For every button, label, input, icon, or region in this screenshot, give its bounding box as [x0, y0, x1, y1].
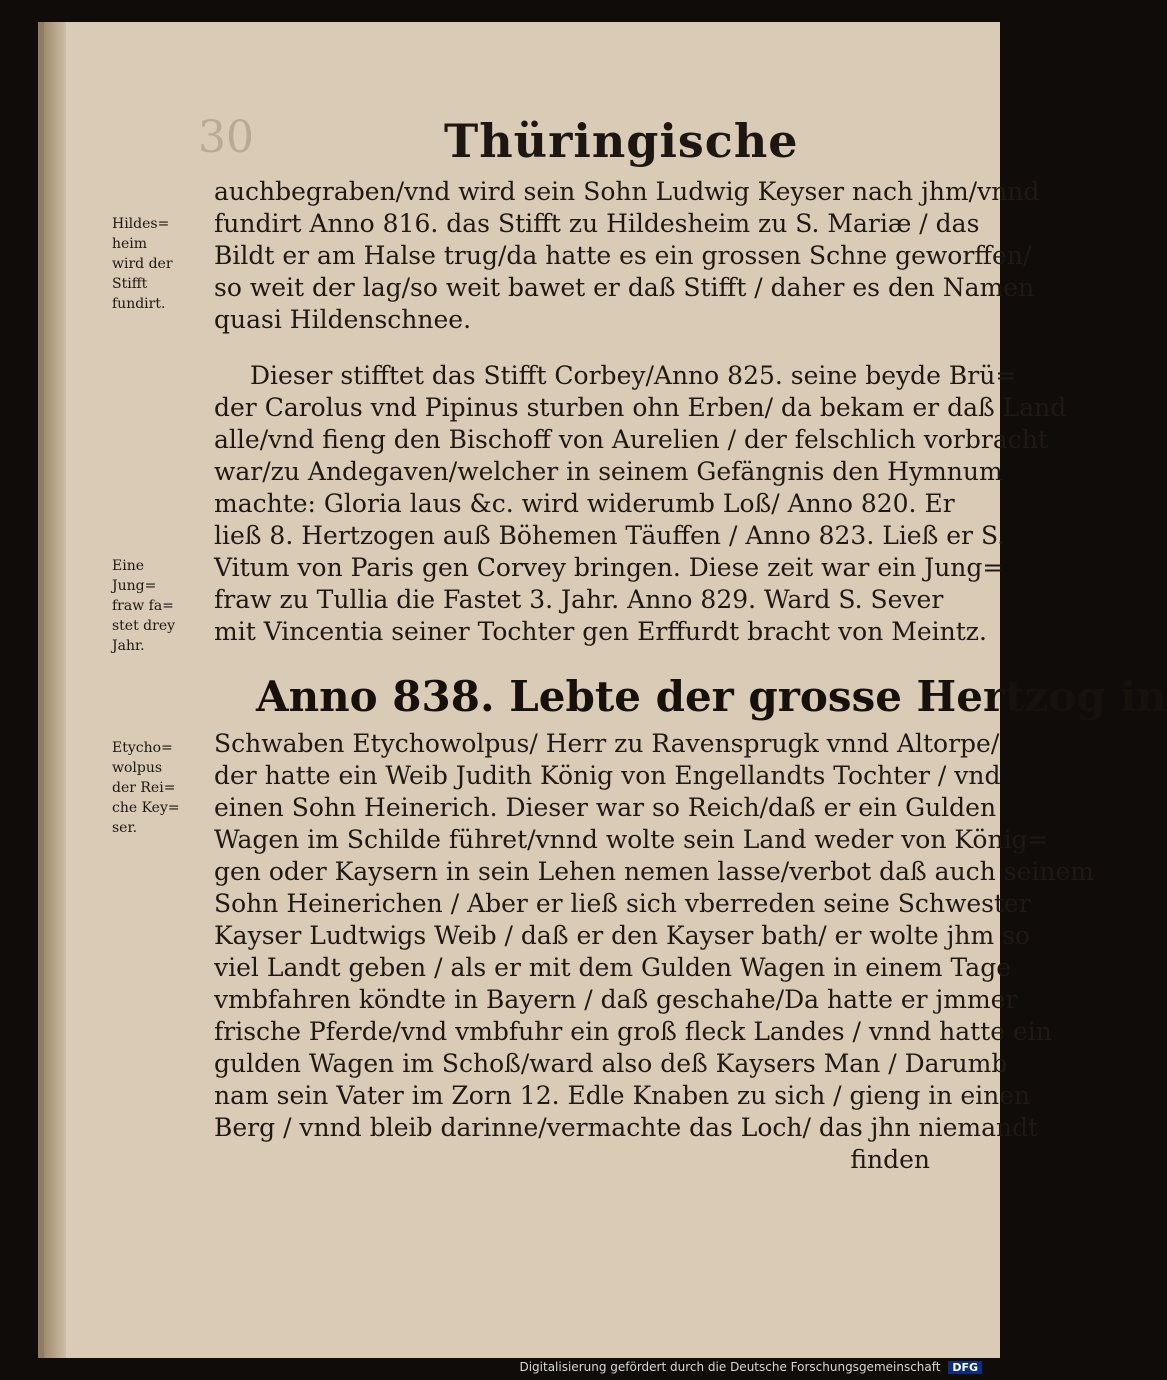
- page-number: 30: [198, 112, 254, 163]
- body-line-6: Dieser stifftet das Stifft Corbey/Anno 825. seine beyde Brü=: [250, 361, 1017, 390]
- body-line-23: viel Landt geben / als er mit dem Gulden Wagen in einem Tage: [214, 953, 1011, 982]
- margin-note-line: fundirt.: [112, 296, 166, 312]
- body-line-20: gen oder Kaysern in sein Lehen nemen lasse/verbot daß auch seinem: [214, 857, 1094, 886]
- body-line-18: einen Sohn Heinerich. Dieser war so Reich/daß er ein Gulden: [214, 793, 997, 822]
- body-line-1: auchbegraben/vnd wird sein Sohn Ludwig Keyser nach jhm/vnnd: [214, 177, 1040, 206]
- body-line-27: nam sein Vater im Zorn 12. Edle Knaben zu sich / gieng in einen: [214, 1081, 1031, 1110]
- margin-note-line: Eine: [112, 558, 144, 574]
- section-heading: Anno 838. Lebte der grosse Hertzog in: [256, 672, 1167, 721]
- margin-note-etychowolpus: [112, 738, 208, 838]
- margin-note-line: wird der: [112, 256, 173, 272]
- body-line-9: war/zu Andegaven/welcher in seinem Gefängnis den Hymnum: [214, 457, 1003, 486]
- body-line-25: frische Pferde/vnd vmbfuhr ein groß fleck Landes / vnnd hatte ein: [214, 1017, 1052, 1046]
- body-line-5: quasi Hildenschnee.: [214, 305, 472, 334]
- margin-note-line: fraw fa=: [112, 598, 174, 614]
- margin-note-line: Jahr.: [112, 638, 145, 654]
- body-line-22: Kayser Ludtwigs Weib / daß er den Kayser bath/ er wolte jhm so: [214, 921, 1030, 950]
- margin-note-line: stet drey: [112, 618, 176, 634]
- dfg-logo: DFG: [948, 1361, 982, 1374]
- margin-note-jungfraw: [112, 556, 208, 656]
- funding-credit: [519, 1360, 982, 1374]
- body-line-7: der Carolus vnd Pipinus sturben ohn Erben/ da bekam er daß Land: [214, 393, 1067, 422]
- margin-note-line: Jung=: [112, 578, 157, 594]
- margin-note-line: Stifft: [112, 276, 148, 292]
- body-line-3: Bildt er am Halse trug/da hatte es ein grossen Schne geworffen/: [214, 241, 1032, 270]
- credit-text: Digitalisierung gefördert durch die Deutsche Forschungsgemeinschaft: [519, 1360, 941, 1374]
- body-line-24: vmbfahren köndte in Bayern / daß geschahe/Da hatte er jmmer: [214, 985, 1018, 1014]
- margin-note-hildesheim: [112, 214, 208, 314]
- body-line-11: ließ 8. Hertzogen auß Böhemen Täuffen / Anno 823. Ließ er S.: [214, 521, 1006, 550]
- margin-note-line: der Rei=: [112, 780, 176, 796]
- body-line-13: fraw zu Tullia die Fastet 3. Jahr. Anno 829. Ward S. Sever: [214, 585, 944, 614]
- body-line-19: Wagen im Schilde führet/vnnd wolte sein Land weder von König=: [214, 825, 1049, 854]
- page-edge: [44, 22, 66, 1358]
- body-line-8: alle/vnd fieng den Bischoff von Aurelien / der felschlich vorbracht: [214, 425, 1048, 454]
- catchword: finden: [850, 1145, 930, 1174]
- body-line-2: fundirt Anno 816. das Stifft zu Hildesheim zu S. Mariæ / das: [214, 209, 980, 238]
- body-line-26: gulden Wagen im Schoß/ward also deß Kaysers Man / Darumb: [214, 1049, 1008, 1078]
- body-line-10: machte: Gloria laus &c. wird widerumb Loß/ Anno 820. Er: [214, 489, 955, 518]
- margin-note-line: che Key=: [112, 800, 180, 816]
- margin-note-line: Hildes=: [112, 216, 170, 232]
- margin-note-line: heim: [112, 236, 148, 252]
- body-line-12: Vitum von Paris gen Corvey bringen. Diese zeit war ein Jung=: [214, 553, 1004, 582]
- body-line-16: Schwaben Etychowolpus/ Herr zu Ravensprugk vnnd Altorpe/: [214, 729, 1000, 758]
- body-line-21: Sohn Heinerichen / Aber er ließ sich vberreden seine Schwester: [214, 889, 1031, 918]
- margin-note-line: ser.: [112, 820, 138, 836]
- body-line-4: so weit der lag/so weit bawet er daß Stifft / daher es den Namen: [214, 273, 1035, 302]
- body-line-17: der hatte ein Weib Judith König von Engellandts Tochter / vnd: [214, 761, 1001, 790]
- body-line-14: mit Vincentia seiner Tochter gen Erffurdt bracht von Meintz.: [214, 617, 987, 646]
- running-head: Thüringische: [444, 114, 799, 168]
- margin-note-line: wolpus: [112, 760, 163, 776]
- margin-note-line: Etycho=: [112, 740, 173, 756]
- body-line-28: Berg / vnnd bleib darinne/vermachte das Loch/ das jhn niemandt: [214, 1113, 1039, 1142]
